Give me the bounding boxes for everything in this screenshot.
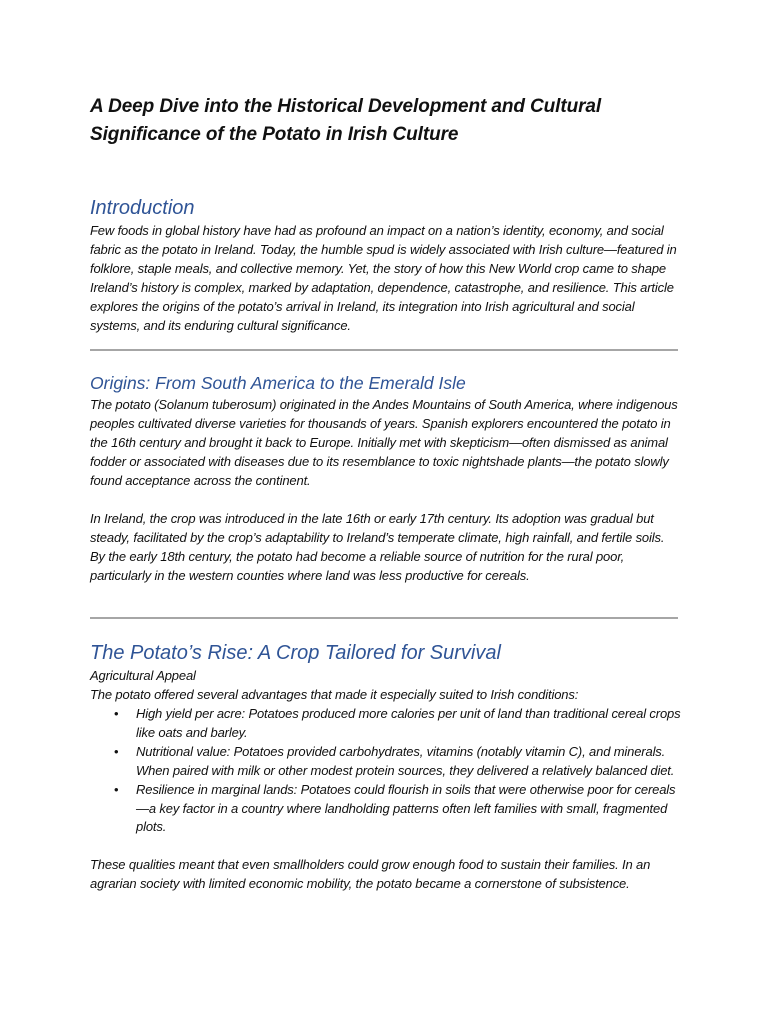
document-title: A Deep Dive into the Historical Development and Cultural Significance of the Potato in Irish Culture [90, 96, 602, 145]
list-item-text: Resilience in marginal lands: Potatoes could flourish in soils that were otherwise poor for cereals—a key factor in a country where landholding patterns often left families with small, fragmented plots. [136, 781, 676, 835]
introduction-paragraph: Few foods in global history have had as profound an impact on a nation’s identity, economy, and social fabric as the potato in Ireland. Today, the humble spud is widely associated with Irish culture—featured in folklore, staple meals, and collective memory. Yet, the story of how this New World crop came to shape Ireland’s history is complex, marked by adaptation, dependence, catastrophe, and resilience. This article explores the origins of the potato’s arrival in Ireland, its integration into Irish agricultural and social systems, and its enduring cultural significance. [90, 223, 677, 333]
origins-paragraph-2: In Ireland, the crop was introduced in the late 16th or early 17th century. Its adoption was gradual but steady, facilitated by the crop’s adaptability to Ireland’s temperate climate, high rainfall, and fertile soils. By the early 18th century, the potato had become a reliable source of nutrition for the rural poor, particularly in the western counties where land was less productive for cereals. [90, 511, 665, 583]
advantages-list [90, 705, 682, 837]
list-item [90, 705, 682, 743]
section-divider [90, 617, 678, 619]
list-item [90, 781, 682, 838]
list-item [90, 743, 682, 781]
heading-origins: Origins: From South America to the Emerald Isle [90, 373, 466, 393]
rise-lead-paragraph: The potato offered several advantages that made it especially suited to Irish conditions: [90, 687, 579, 702]
subheading-agricultural-appeal: Agricultural Appeal [90, 668, 196, 683]
bullet-icon: • [114, 743, 119, 759]
bullet-icon: • [114, 706, 119, 721]
heading-introduction: Introduction [90, 197, 195, 219]
bullet-icon: • [114, 781, 119, 797]
heading-potato-rise: The Potato’s Rise: A Crop Tailored for Survival [90, 642, 501, 664]
origins-paragraph-1: The potato (Solanum tuberosum) originated in the Andes Mountains of South America, where indigenous peoples cultivated diverse varieties for thousands of years. Spanish explorers encountered the potato in the 16th century and brought it back to Europe. Initially met with skepticism—often dismissed as animal fodder or associated with diseases due to its resemblance to toxic nightshade plants—the potato slowly found acceptance across the continent. [90, 397, 678, 488]
list-item-text: Nutritional value: Potatoes provided carbohydrates, vitamins (notably vitamin C), and minerals. When paired with milk or other modest protein sources, they delivered a relatively balanced diet. [136, 743, 675, 778]
rise-conclusion-paragraph: These qualities meant that even smallholders could grow enough food to sustain their families. In an agrarian society with limited economic mobility, the potato became a cornerstone of subsistence. [90, 857, 651, 891]
list-item-text: High yield per acre: Potatoes produced more calories per unit of land than traditional cereal crops like oats and barley. [136, 706, 681, 740]
section-divider [90, 349, 678, 351]
